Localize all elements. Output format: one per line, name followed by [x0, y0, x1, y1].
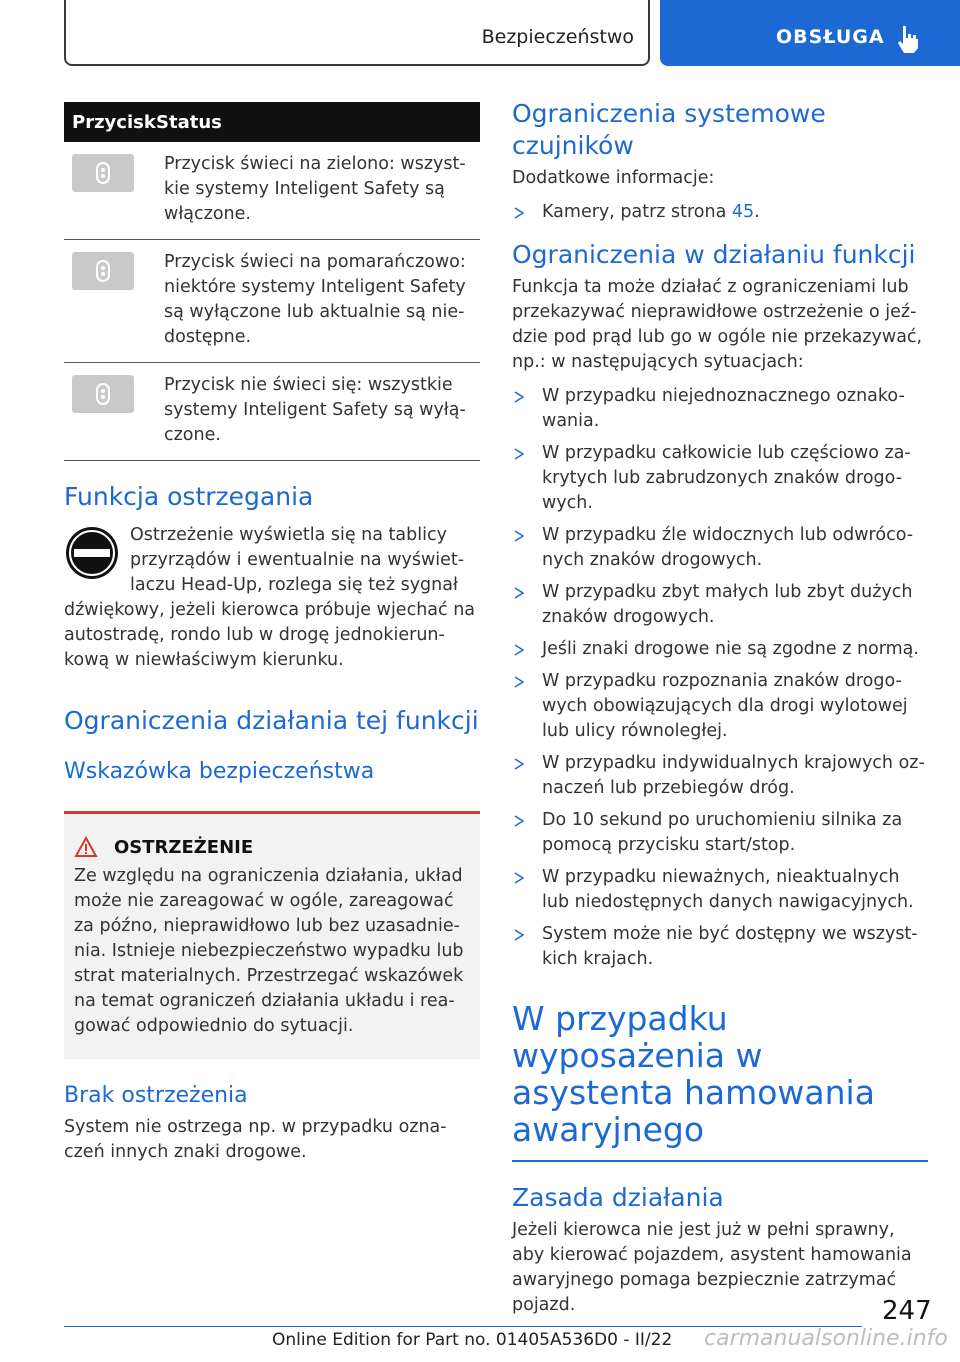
- no-warning-title: Brak ostrzeżenia: [64, 1083, 248, 1108]
- warning-function-text-rest: dźwiękowy, jeżeli kierowca próbuje wjechać na autostradę, rondo lub w drogę jednokierun- kową w niewłaściwym kierunku.: [64, 600, 476, 670]
- warning-label: OSTRZEŻENIE: [114, 836, 254, 858]
- bullet-triangle-icon: [514, 929, 524, 941]
- limits-title: Ograniczenia działania tej funkcji: [64, 706, 479, 735]
- header-section-title: Bezpieczeństwo: [481, 26, 634, 48]
- list-item: Kamery, patrz strona 45.: [512, 200, 928, 225]
- bullet-triangle-icon: [514, 207, 524, 219]
- list-item: W przypadku rozpoznania znaków drogo- wych obowiązujących dla drogi wylotowej lub ulicy równoległej.: [512, 669, 928, 744]
- principle-text: Jeżeli kierowca nie jest już w pełni sprawny, aby kierować pojazdem, asystent hamowania awaryjnego pomaga bezpiecznie zatrzymać pojazd.: [512, 1220, 912, 1315]
- list-item: W przypadku całkowicie lub częściowo za- krytych lub zabrudzonych znaków drogo- wych.: [512, 441, 928, 516]
- col-header-button: Przycisk: [72, 111, 156, 133]
- no-warning-text: System nie ostrzega np. w przypadku ozna- czeń innych znaki drogowe.: [64, 1117, 447, 1162]
- status-table-header: [64, 102, 480, 142]
- function-limits-list: [512, 384, 928, 972]
- warning-function-title: Funkcja ostrzegania: [64, 482, 314, 511]
- page-number: 247: [882, 1296, 932, 1326]
- bullet-triangle-icon: [514, 644, 524, 656]
- status-text: Przycisk nie świeci się: wszystkie systemy Inteligent Safety są wyłą- czone.: [164, 375, 466, 445]
- warning-box: [64, 811, 480, 1059]
- safety-note-title: Wskazówka bezpieczeństwa: [64, 759, 375, 784]
- bullet-triangle-icon: [514, 530, 524, 542]
- warning-function-text: Ostrzeżenie wyświetla się na tablicy przyrządów i ewentualnie na wyświet- laczu Head-Up, rozlega się też sygnał: [130, 525, 465, 595]
- principle-title: Zasada działania: [512, 1183, 724, 1212]
- sensors-intro: Dodatkowe informacje:: [512, 168, 715, 188]
- bullet-triangle-icon: [514, 872, 524, 884]
- table-row: [64, 363, 480, 461]
- list-item: W przypadku indywidualnych krajowych oz- naczeń lub przebiegów dróg.: [512, 751, 928, 801]
- bullet-triangle-icon: [514, 587, 524, 599]
- warning-text: Ze względu na ograniczenia działania, układ może nie zareagować w ogóle, zareagować za późno, nieprawidłowo lub bez uzasadnie- nia. Istnieje niebezpieczeństwo wypadku lub strat materialnych. Przestrzegać wskazówek na temat ograniczeń działania układu i rea- gować odpowiednio do sytuacji.: [74, 866, 464, 1036]
- safety-button-icon: [72, 154, 134, 192]
- sensors-list: [512, 200, 928, 225]
- list-item: Jeśli znaki drogowe nie są zgodne z normą.: [512, 637, 928, 662]
- status-text: Przycisk świeci na zielono: wszyst- kie systemy Inteligent Safety są włączone.: [164, 154, 466, 224]
- safety-button-icon: [72, 375, 134, 413]
- page-link-45[interactable]: 45: [731, 202, 755, 222]
- brake-assistant-title: W przypadku wyposażenia w asystenta hamowania awaryjnego: [512, 999, 875, 1149]
- list-item: Do 10 sekund po uruchomieniu silnika za pomocą przycisku start/stop.: [512, 808, 928, 858]
- function-limits-intro: Funkcja ta może działać z ograniczeniami lub przekazywać nieprawidłowe ostrzeżenie o jeź- dzie pod prąd lub go w ogóle nie przekazywać, np.: w następujących sytuacjach:: [512, 277, 923, 372]
- hand-pointer-icon: [896, 24, 920, 54]
- left-column: [64, 102, 480, 1165]
- bullet-triangle-icon: [514, 448, 524, 460]
- watermark: carmanualsonline.info: [704, 1326, 948, 1351]
- bullet-triangle-icon: [514, 815, 524, 827]
- table-row: [64, 240, 480, 363]
- safety-button-icon: [72, 252, 134, 290]
- header-chapter-tab: [660, 0, 960, 66]
- list-item: System może nie być dostępny we wszyst- kich krajach.: [512, 922, 928, 972]
- warning-triangle-icon: [74, 836, 98, 858]
- list-item: W przypadku nieważnych, nieaktualnych lub niedostępnych danych nawigacyjnych.: [512, 865, 928, 915]
- function-limits-title: Ograniczenia w działaniu funkcji: [512, 240, 916, 269]
- header-section-tab: [64, 0, 650, 66]
- list-item: W przypadku niejednoznacznego oznako- wania.: [512, 384, 928, 434]
- list-item: W przypadku zbyt małych lub zbyt dużych znaków drogowych.: [512, 580, 928, 630]
- right-column: [512, 98, 928, 1318]
- status-text: Przycisk świeci na pomarańczowo: niektóre systemy Inteligent Safety są wyłączone lub aktualnie są nie- dostępne.: [164, 252, 466, 347]
- header-chapter-title: OBSŁUGA: [776, 26, 885, 48]
- bullet-triangle-icon: [514, 391, 524, 403]
- footer-edition: Online Edition for Part no. 01405A536D0 - II/22: [272, 1330, 673, 1350]
- no-entry-sign-icon: [64, 525, 120, 581]
- bullet-triangle-icon: [514, 758, 524, 770]
- section-divider: [512, 1160, 928, 1162]
- list-item: W przypadku źle widocznych lub odwróco- nych znaków drogowych.: [512, 523, 928, 573]
- bullet-triangle-icon: [514, 676, 524, 688]
- sensors-title: Ograniczenia systemowe czujników: [512, 99, 826, 160]
- table-row: [64, 142, 480, 240]
- col-header-status: Status: [156, 111, 222, 133]
